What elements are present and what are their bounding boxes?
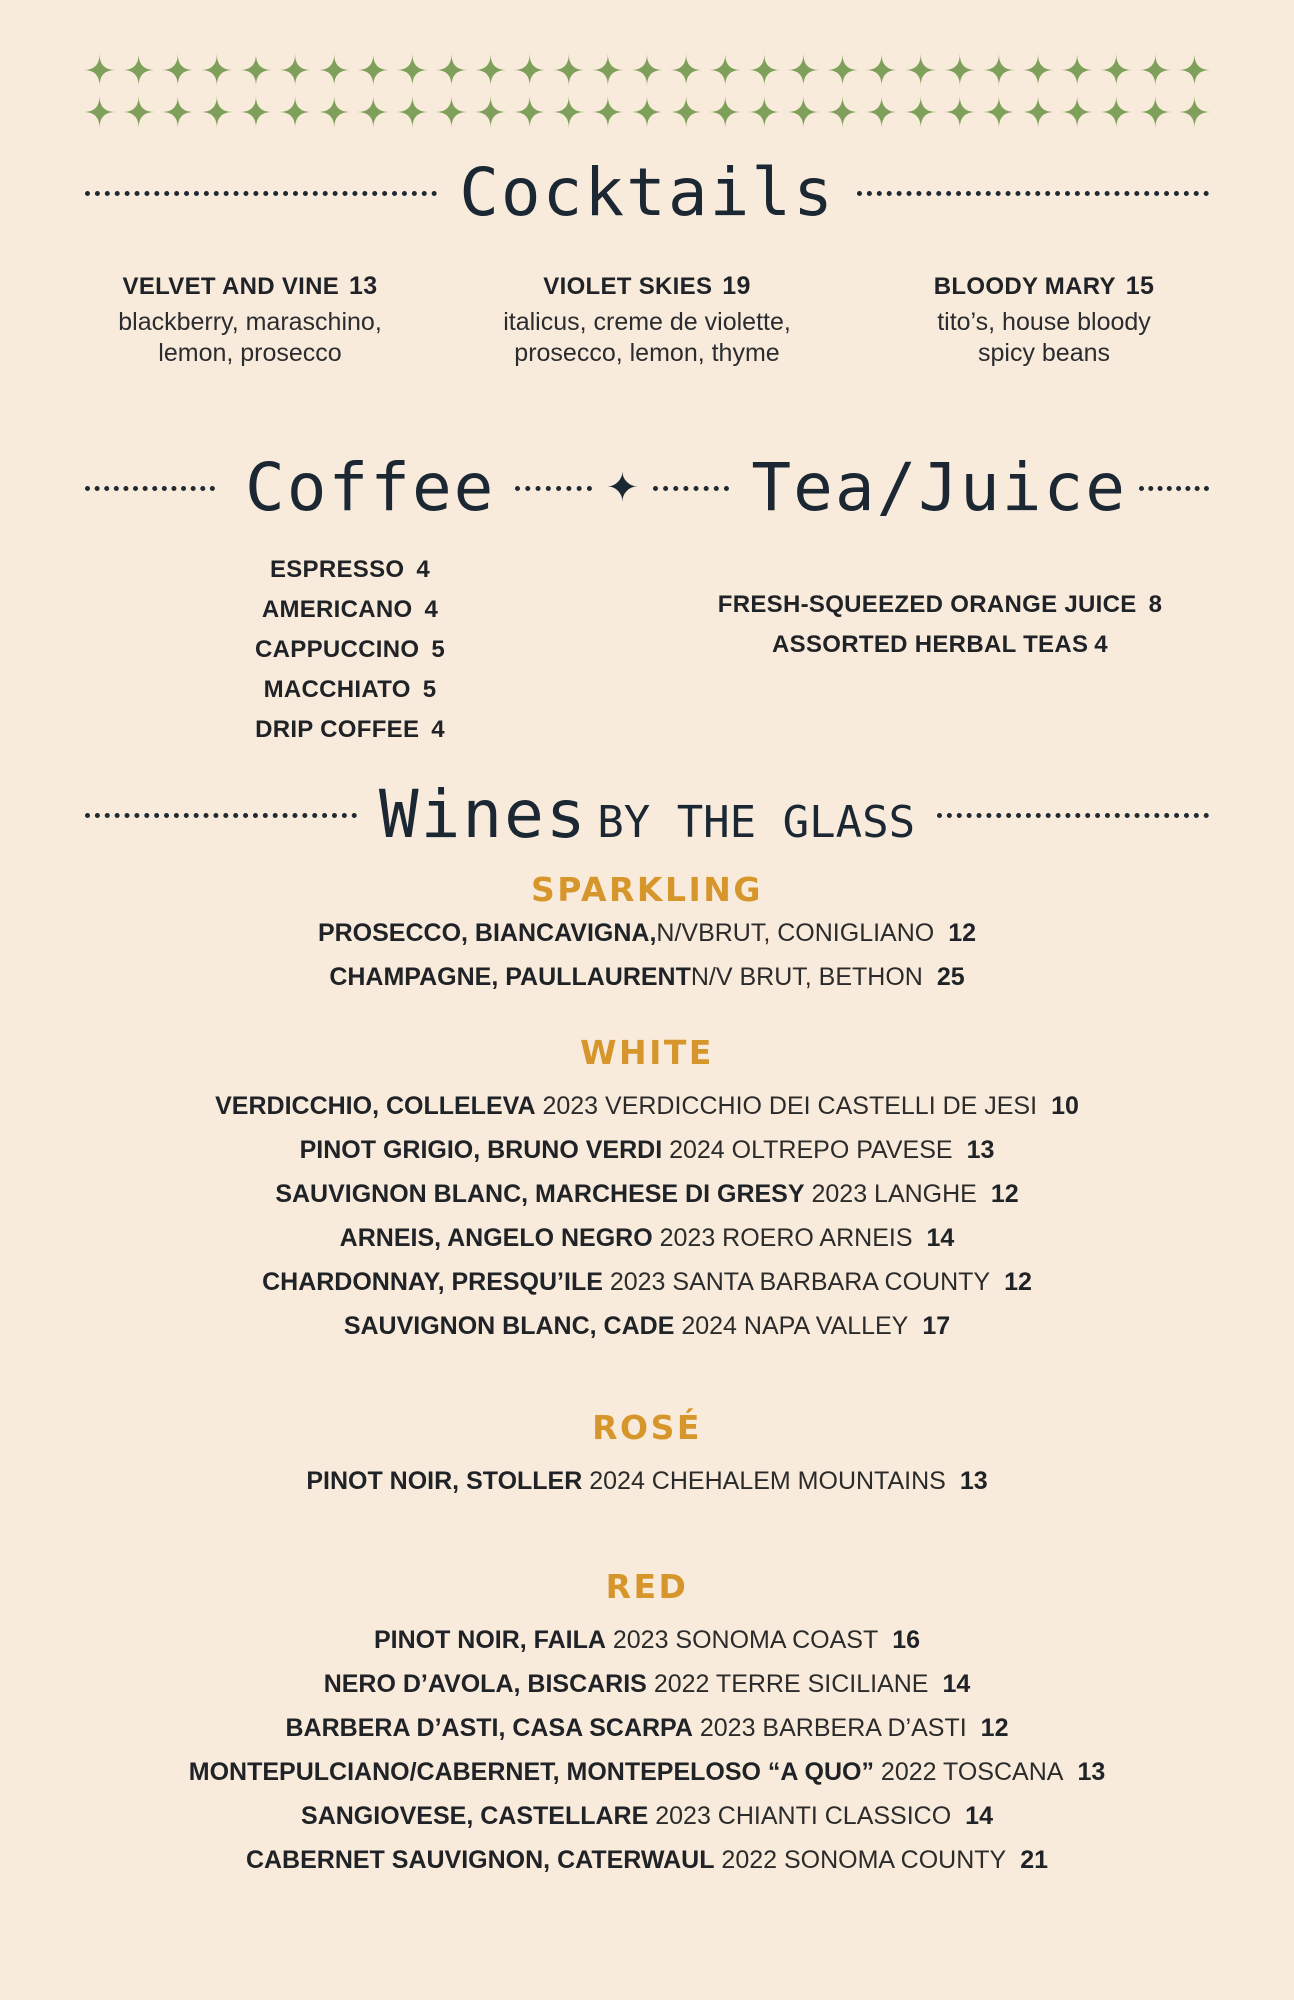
wine-desc: 2022 TOSCANA bbox=[880, 1758, 1064, 1786]
section-title-coffee: Coffee bbox=[245, 449, 496, 526]
star-icon bbox=[1178, 96, 1210, 128]
star-icon bbox=[435, 96, 467, 128]
wine-row bbox=[0, 1172, 1294, 1216]
wine-row bbox=[0, 911, 1294, 955]
wine-name: PINOT NOIR, FAILA bbox=[373, 1626, 606, 1654]
cocktail-desc: spicy beans bbox=[977, 339, 1111, 367]
tea-juice-list bbox=[700, 585, 1180, 665]
wine-price: 10 bbox=[1051, 1092, 1079, 1120]
wine-desc: 2022 TERRE SICILIANE bbox=[653, 1670, 929, 1698]
star-icon bbox=[318, 54, 350, 86]
cocktail-price: 15 bbox=[1125, 272, 1155, 300]
star-icon bbox=[1178, 54, 1210, 86]
wine-desc: 2024 OLTREPO PAVESE bbox=[669, 1136, 953, 1164]
star-icon bbox=[866, 54, 898, 86]
section-title-wines bbox=[357, 776, 937, 853]
star-icon bbox=[709, 96, 741, 128]
wine-name: ARNEIS, ANGELO NEGRO bbox=[339, 1224, 653, 1252]
item-name: FRESH-SQUEEZED ORANGE JUICE bbox=[717, 591, 1137, 618]
item-price: 5 bbox=[431, 636, 445, 663]
star-icon bbox=[357, 54, 389, 86]
star-icon bbox=[1022, 96, 1054, 128]
star-icon bbox=[162, 54, 194, 86]
star-icon bbox=[944, 96, 976, 128]
coffee-tea-header bbox=[85, 449, 1209, 526]
cocktail-desc: blackberry, maraschino, bbox=[118, 308, 382, 336]
section-title-cocktails: Cocktails bbox=[459, 154, 835, 231]
wines-header bbox=[85, 776, 1209, 853]
item-price: 8 bbox=[1148, 591, 1163, 618]
wine-name: MONTEPULCIANO/CABERNET, MONTEPELOSO “A QUO” bbox=[188, 1758, 874, 1786]
item-name: DRIP COFFEE bbox=[255, 716, 420, 743]
list-item bbox=[700, 585, 1180, 625]
star-icon bbox=[827, 54, 859, 86]
star-icon bbox=[240, 96, 272, 128]
item-price: 5 bbox=[422, 676, 437, 703]
cocktail-name: VELVET AND VINE bbox=[122, 273, 340, 300]
coffee-list bbox=[200, 550, 500, 750]
wine-price: 16 bbox=[892, 1626, 921, 1654]
wine-name: BARBERA D’ASTI, CASA SCARPA bbox=[285, 1714, 693, 1742]
star-icon bbox=[787, 96, 819, 128]
cocktail-item bbox=[60, 272, 440, 369]
wine-row bbox=[0, 1706, 1294, 1750]
wine-name: PROSECCO, BIANCAVIGNA, bbox=[317, 919, 657, 947]
star-icon bbox=[553, 96, 585, 128]
star-icon bbox=[983, 96, 1015, 128]
star-icon bbox=[553, 54, 585, 86]
star-icon bbox=[1100, 54, 1132, 86]
section-title-tea-juice: Tea/Juice bbox=[751, 449, 1127, 526]
star-icon bbox=[1022, 54, 1054, 86]
star-pattern-icon bbox=[80, 50, 1214, 130]
wine-row bbox=[0, 1838, 1294, 1882]
dotted-rule bbox=[857, 191, 1209, 196]
item-name: AMERICANO bbox=[261, 596, 413, 623]
star-icon bbox=[123, 96, 155, 128]
dotted-rule bbox=[85, 813, 357, 818]
wine-desc: 2023 CHIANTI CLASSICO bbox=[655, 1802, 952, 1830]
dotted-rule bbox=[85, 486, 215, 491]
wine-row bbox=[0, 1128, 1294, 1172]
item-price: 4 bbox=[1094, 631, 1108, 658]
wine-desc: 2023 ROERO ARNEIS bbox=[659, 1224, 913, 1252]
wine-name: CHARDONNAY, PRESQU’ILE bbox=[262, 1268, 603, 1296]
wine-desc: 2023 BARBERA D’ASTI bbox=[699, 1714, 967, 1742]
star-icon bbox=[748, 96, 780, 128]
cocktail-desc: lemon, prosecco bbox=[158, 339, 342, 367]
star-icon bbox=[514, 54, 546, 86]
wine-name: SANGIOVESE, CASTELLARE bbox=[301, 1802, 649, 1830]
star-icon bbox=[1139, 54, 1171, 86]
star-icon bbox=[84, 96, 116, 128]
star-icon bbox=[866, 96, 898, 128]
wine-price: 14 bbox=[926, 1224, 955, 1252]
wine-price: 13 bbox=[1077, 1758, 1106, 1786]
list-item bbox=[700, 625, 1180, 665]
star-icon bbox=[1061, 54, 1093, 86]
wine-name: SAUVIGNON BLANC, CADE bbox=[343, 1312, 675, 1340]
wine-name: NERO D’AVOLA, BISCARIS bbox=[323, 1670, 647, 1698]
wine-desc: 2023 SANTA BARBARA COUNTY bbox=[609, 1268, 991, 1296]
star-icon bbox=[201, 54, 233, 86]
cocktail-name: BLOODY MARY bbox=[933, 273, 1116, 300]
star-icon bbox=[279, 54, 311, 86]
wines-title-main: Wines bbox=[378, 776, 588, 853]
wine-desc: 2024 NAPA VALLEY bbox=[681, 1312, 909, 1340]
dotted-rule bbox=[653, 486, 729, 491]
star-icon bbox=[905, 54, 937, 86]
category-sparkling: SPARKLING bbox=[531, 870, 763, 909]
wine-list bbox=[0, 870, 1294, 1882]
dotted-rule bbox=[937, 813, 1209, 818]
wine-row bbox=[0, 1260, 1294, 1304]
wine-price: 13 bbox=[959, 1467, 988, 1495]
cocktail-list bbox=[60, 272, 1234, 369]
star-icon bbox=[631, 54, 663, 86]
item-price: 4 bbox=[424, 596, 439, 623]
star-icon bbox=[748, 54, 780, 86]
dotted-rule bbox=[515, 486, 591, 491]
star-icon bbox=[1139, 96, 1171, 128]
star-icon bbox=[357, 96, 389, 128]
wine-price: 12 bbox=[990, 1180, 1019, 1208]
star-icon bbox=[84, 54, 116, 86]
wine-desc: 2022 SONOMA COUNTY bbox=[721, 1846, 1007, 1874]
star-icon bbox=[396, 96, 428, 128]
wine-row bbox=[0, 1459, 1294, 1503]
star-icon bbox=[201, 96, 233, 128]
category-white: WHITE bbox=[580, 1033, 714, 1072]
wine-price: 12 bbox=[980, 1714, 1009, 1742]
wine-price: 14 bbox=[942, 1670, 971, 1698]
star-icon bbox=[240, 54, 272, 86]
star-icon bbox=[475, 54, 507, 86]
star-icon bbox=[983, 54, 1015, 86]
wine-desc: 2024 CHEHALEM MOUNTAINS bbox=[589, 1467, 946, 1495]
item-price: 4 bbox=[431, 716, 445, 743]
wine-price: 13 bbox=[966, 1136, 995, 1164]
star-icon bbox=[592, 54, 624, 86]
wine-row bbox=[0, 1794, 1294, 1838]
item-name: ASSORTED HERBAL TEAS bbox=[772, 631, 1089, 658]
star-icon bbox=[279, 96, 311, 128]
wine-desc: N/VBRUT, CONIGLIANO bbox=[656, 919, 935, 947]
wine-name: CHAMPAGNE, PAULLAURENT bbox=[329, 963, 691, 991]
star-icon bbox=[475, 96, 507, 128]
cocktail-desc: tito’s, house bloody bbox=[937, 308, 1151, 336]
wine-desc: 2023 LANGHE bbox=[811, 1180, 977, 1208]
wine-price: 21 bbox=[1020, 1846, 1049, 1874]
cocktail-item bbox=[854, 272, 1234, 369]
wine-price: 14 bbox=[965, 1802, 993, 1830]
cocktail-price: 13 bbox=[349, 272, 378, 300]
item-name: CAPPUCCINO bbox=[255, 636, 420, 663]
wine-price: 17 bbox=[922, 1312, 951, 1340]
wine-row bbox=[0, 955, 1294, 999]
star-icon bbox=[396, 54, 428, 86]
cocktail-name: VIOLET SKIES bbox=[543, 273, 713, 300]
wine-row bbox=[0, 1618, 1294, 1662]
four-point-star-icon: ✦ bbox=[605, 466, 640, 510]
wine-name: PINOT NOIR, STOLLER bbox=[306, 1467, 583, 1495]
star-icon bbox=[670, 54, 702, 86]
list-item bbox=[200, 710, 500, 750]
dotted-rule bbox=[1139, 486, 1209, 491]
star-icon bbox=[827, 96, 859, 128]
star-icon bbox=[318, 96, 350, 128]
star-icon bbox=[787, 54, 819, 86]
category-rose: ROSÉ bbox=[592, 1408, 702, 1447]
wine-desc: 2023 SONOMA COAST bbox=[612, 1626, 879, 1654]
star-icon bbox=[631, 96, 663, 128]
star-icon bbox=[514, 96, 546, 128]
star-icon bbox=[905, 96, 937, 128]
wine-name: SAUVIGNON BLANC, MARCHESE DI GRESY bbox=[275, 1180, 805, 1208]
wine-price: 25 bbox=[936, 963, 965, 991]
item-name: MACCHIATO bbox=[263, 676, 411, 703]
item-name: ESPRESSO bbox=[269, 556, 405, 583]
list-item bbox=[200, 550, 500, 590]
category-red: RED bbox=[605, 1567, 689, 1606]
cocktail-price: 19 bbox=[722, 272, 751, 300]
list-item bbox=[200, 590, 500, 630]
wine-price: 12 bbox=[948, 919, 977, 947]
wine-row bbox=[0, 1084, 1294, 1128]
wine-name: PINOT GRIGIO, BRUNO VERDI bbox=[299, 1136, 663, 1164]
wine-name: CABERNET SAUVIGNON, CATERWAUL bbox=[245, 1846, 715, 1874]
wine-row bbox=[0, 1662, 1294, 1706]
star-icon bbox=[1100, 96, 1132, 128]
cocktail-desc: italicus, creme de violette, bbox=[503, 308, 791, 336]
star-icon bbox=[123, 54, 155, 86]
star-icon bbox=[709, 54, 741, 86]
star-icon bbox=[162, 96, 194, 128]
cocktail-item bbox=[457, 272, 837, 369]
cocktails-header bbox=[85, 154, 1209, 231]
wine-name: VERDICCHIO, COLLELEVA bbox=[215, 1092, 536, 1120]
dotted-rule bbox=[85, 191, 437, 196]
star-icon bbox=[670, 96, 702, 128]
wine-row bbox=[0, 1216, 1294, 1260]
wines-title-sub: BY THE GLASS bbox=[597, 797, 916, 848]
star-icon bbox=[592, 96, 624, 128]
list-item bbox=[200, 630, 500, 670]
wine-row bbox=[0, 1750, 1294, 1794]
wine-desc: N/V BRUT, BETHON bbox=[690, 963, 923, 991]
star-icon bbox=[435, 54, 467, 86]
star-band bbox=[80, 50, 1214, 130]
cocktail-desc: prosecco, lemon, thyme bbox=[514, 339, 780, 367]
wine-price: 12 bbox=[1004, 1268, 1032, 1296]
star-icon bbox=[944, 54, 976, 86]
item-price: 4 bbox=[416, 556, 431, 583]
star-icon bbox=[1061, 96, 1093, 128]
wine-row bbox=[0, 1304, 1294, 1348]
list-item bbox=[200, 670, 500, 710]
wine-desc: 2023 VERDICCHIO DEI CASTELLI DE JESI bbox=[542, 1092, 1038, 1120]
